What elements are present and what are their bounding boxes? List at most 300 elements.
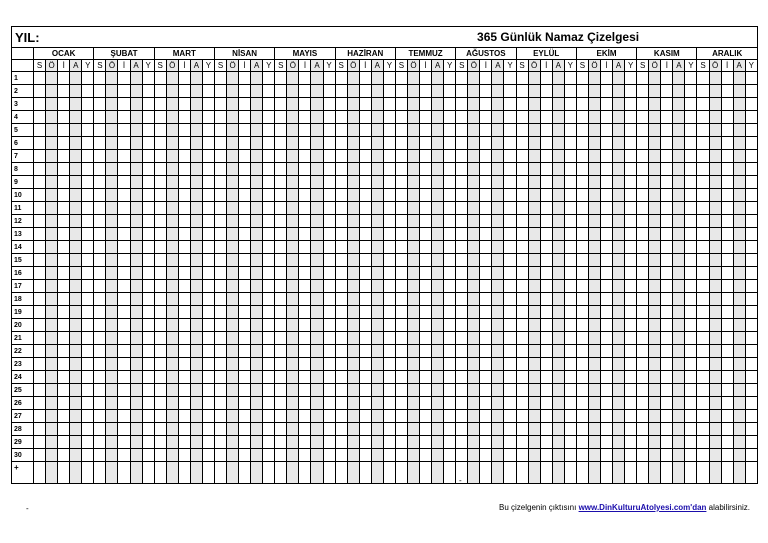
check-cell[interactable]	[733, 72, 745, 85]
check-cell[interactable]	[709, 332, 721, 345]
check-cell[interactable]	[661, 462, 673, 484]
check-cell[interactable]	[383, 410, 395, 423]
check-cell[interactable]	[456, 124, 468, 137]
check-cell[interactable]	[661, 280, 673, 293]
check-cell[interactable]	[70, 358, 82, 371]
check-cell[interactable]	[287, 254, 299, 267]
check-cell[interactable]	[468, 371, 480, 384]
check-cell[interactable]	[407, 254, 419, 267]
check-cell[interactable]	[46, 215, 58, 228]
check-cell[interactable]	[564, 228, 576, 241]
check-cell[interactable]	[420, 436, 432, 449]
check-cell[interactable]	[118, 72, 130, 85]
check-cell[interactable]	[335, 384, 347, 397]
check-cell[interactable]	[552, 124, 564, 137]
check-cell[interactable]	[661, 150, 673, 163]
check-cell[interactable]	[721, 306, 733, 319]
check-cell[interactable]	[480, 397, 492, 410]
check-cell[interactable]	[190, 176, 202, 189]
check-cell[interactable]	[275, 293, 287, 306]
check-cell[interactable]	[480, 462, 492, 484]
check-cell[interactable]	[516, 137, 528, 150]
check-cell[interactable]	[456, 293, 468, 306]
check-cell[interactable]	[625, 280, 637, 293]
check-cell[interactable]	[709, 176, 721, 189]
check-cell[interactable]	[564, 332, 576, 345]
check-cell[interactable]	[407, 137, 419, 150]
check-cell[interactable]	[202, 462, 214, 484]
check-cell[interactable]	[178, 189, 190, 202]
check-cell[interactable]	[468, 306, 480, 319]
check-cell[interactable]	[275, 228, 287, 241]
check-cell[interactable]	[480, 98, 492, 111]
check-cell[interactable]	[504, 228, 516, 241]
check-cell[interactable]	[251, 176, 263, 189]
check-cell[interactable]	[190, 85, 202, 98]
check-cell[interactable]	[263, 410, 275, 423]
check-cell[interactable]	[178, 254, 190, 267]
check-cell[interactable]	[576, 189, 588, 202]
check-cell[interactable]	[275, 384, 287, 397]
check-cell[interactable]	[625, 319, 637, 332]
check-cell[interactable]	[649, 163, 661, 176]
check-cell[interactable]	[323, 202, 335, 215]
check-cell[interactable]	[613, 436, 625, 449]
check-cell[interactable]	[82, 267, 94, 280]
check-cell[interactable]	[420, 124, 432, 137]
check-cell[interactable]	[166, 176, 178, 189]
check-cell[interactable]	[420, 98, 432, 111]
check-cell[interactable]	[468, 72, 480, 85]
check-cell[interactable]	[721, 423, 733, 436]
check-cell[interactable]	[239, 98, 251, 111]
check-cell[interactable]	[58, 98, 70, 111]
check-cell[interactable]	[371, 124, 383, 137]
check-cell[interactable]	[142, 358, 154, 371]
check-cell[interactable]	[492, 332, 504, 345]
check-cell[interactable]	[420, 111, 432, 124]
check-cell[interactable]	[540, 176, 552, 189]
check-cell[interactable]	[540, 85, 552, 98]
check-cell[interactable]	[528, 397, 540, 410]
check-cell[interactable]	[600, 267, 612, 280]
check-cell[interactable]	[347, 462, 359, 484]
check-cell[interactable]	[130, 176, 142, 189]
check-cell[interactable]	[118, 436, 130, 449]
check-cell[interactable]	[154, 319, 166, 332]
check-cell[interactable]	[685, 371, 697, 384]
check-cell[interactable]	[130, 241, 142, 254]
check-cell[interactable]	[335, 228, 347, 241]
check-cell[interactable]	[480, 358, 492, 371]
check-cell[interactable]	[263, 215, 275, 228]
check-cell[interactable]	[625, 254, 637, 267]
check-cell[interactable]	[178, 371, 190, 384]
check-cell[interactable]	[70, 98, 82, 111]
check-cell[interactable]	[588, 371, 600, 384]
check-cell[interactable]	[251, 150, 263, 163]
check-cell[interactable]	[82, 436, 94, 449]
check-cell[interactable]	[745, 436, 757, 449]
check-cell[interactable]	[227, 202, 239, 215]
check-cell[interactable]	[347, 85, 359, 98]
check-cell[interactable]	[407, 267, 419, 280]
check-cell[interactable]	[202, 254, 214, 267]
check-cell[interactable]	[432, 215, 444, 228]
check-cell[interactable]	[721, 202, 733, 215]
check-cell[interactable]	[516, 124, 528, 137]
check-cell[interactable]	[685, 345, 697, 358]
check-cell[interactable]	[130, 293, 142, 306]
check-cell[interactable]	[516, 267, 528, 280]
check-cell[interactable]	[214, 332, 226, 345]
check-cell[interactable]	[251, 163, 263, 176]
check-cell[interactable]	[142, 293, 154, 306]
check-cell[interactable]	[432, 111, 444, 124]
check-cell[interactable]	[600, 462, 612, 484]
check-cell[interactable]	[46, 72, 58, 85]
check-cell[interactable]	[335, 371, 347, 384]
check-cell[interactable]	[106, 371, 118, 384]
check-cell[interactable]	[480, 345, 492, 358]
check-cell[interactable]	[70, 124, 82, 137]
check-cell[interactable]	[649, 397, 661, 410]
check-cell[interactable]	[540, 72, 552, 85]
check-cell[interactable]	[130, 137, 142, 150]
check-cell[interactable]	[661, 137, 673, 150]
check-cell[interactable]	[239, 254, 251, 267]
check-cell[interactable]	[721, 111, 733, 124]
check-cell[interactable]	[564, 410, 576, 423]
check-cell[interactable]	[637, 189, 649, 202]
check-cell[interactable]	[299, 449, 311, 462]
check-cell[interactable]	[166, 371, 178, 384]
check-cell[interactable]	[323, 176, 335, 189]
check-cell[interactable]	[613, 397, 625, 410]
check-cell[interactable]	[46, 397, 58, 410]
check-cell[interactable]	[82, 332, 94, 345]
check-cell[interactable]	[576, 98, 588, 111]
check-cell[interactable]	[154, 397, 166, 410]
check-cell[interactable]	[504, 306, 516, 319]
check-cell[interactable]	[528, 462, 540, 484]
check-cell[interactable]	[227, 358, 239, 371]
check-cell[interactable]	[227, 124, 239, 137]
check-cell[interactable]	[420, 137, 432, 150]
check-cell[interactable]	[576, 319, 588, 332]
check-cell[interactable]	[239, 72, 251, 85]
check-cell[interactable]	[154, 358, 166, 371]
check-cell[interactable]	[94, 124, 106, 137]
check-cell[interactable]	[516, 436, 528, 449]
check-cell[interactable]	[661, 267, 673, 280]
check-cell[interactable]	[600, 423, 612, 436]
check-cell[interactable]	[347, 449, 359, 462]
check-cell[interactable]	[528, 241, 540, 254]
check-cell[interactable]	[600, 150, 612, 163]
check-cell[interactable]	[275, 449, 287, 462]
check-cell[interactable]	[323, 163, 335, 176]
check-cell[interactable]	[492, 449, 504, 462]
check-cell[interactable]	[649, 98, 661, 111]
check-cell[interactable]	[661, 410, 673, 423]
check-cell[interactable]	[407, 345, 419, 358]
check-cell[interactable]	[202, 345, 214, 358]
check-cell[interactable]	[347, 332, 359, 345]
check-cell[interactable]	[564, 319, 576, 332]
check-cell[interactable]	[709, 72, 721, 85]
check-cell[interactable]	[480, 267, 492, 280]
check-cell[interactable]	[576, 449, 588, 462]
check-cell[interactable]	[383, 163, 395, 176]
check-cell[interactable]	[347, 163, 359, 176]
check-cell[interactable]	[673, 436, 685, 449]
check-cell[interactable]	[600, 319, 612, 332]
check-cell[interactable]	[528, 449, 540, 462]
check-cell[interactable]	[34, 267, 46, 280]
check-cell[interactable]	[335, 215, 347, 228]
check-cell[interactable]	[347, 150, 359, 163]
check-cell[interactable]	[600, 85, 612, 98]
check-cell[interactable]	[456, 267, 468, 280]
check-cell[interactable]	[347, 124, 359, 137]
check-cell[interactable]	[444, 267, 456, 280]
check-cell[interactable]	[625, 306, 637, 319]
check-cell[interactable]	[576, 397, 588, 410]
check-cell[interactable]	[118, 449, 130, 462]
check-cell[interactable]	[347, 72, 359, 85]
check-cell[interactable]	[239, 137, 251, 150]
check-cell[interactable]	[673, 280, 685, 293]
check-cell[interactable]	[721, 176, 733, 189]
check-cell[interactable]	[34, 306, 46, 319]
check-cell[interactable]	[540, 241, 552, 254]
check-cell[interactable]	[142, 423, 154, 436]
check-cell[interactable]	[516, 72, 528, 85]
check-cell[interactable]	[576, 345, 588, 358]
check-cell[interactable]	[178, 358, 190, 371]
check-cell[interactable]	[540, 215, 552, 228]
check-cell[interactable]	[661, 124, 673, 137]
check-cell[interactable]	[46, 267, 58, 280]
check-cell[interactable]	[637, 98, 649, 111]
check-cell[interactable]	[480, 371, 492, 384]
check-cell[interactable]	[166, 319, 178, 332]
check-cell[interactable]	[745, 410, 757, 423]
check-cell[interactable]	[275, 163, 287, 176]
check-cell[interactable]	[540, 397, 552, 410]
check-cell[interactable]	[685, 267, 697, 280]
check-cell[interactable]	[528, 319, 540, 332]
check-cell[interactable]	[178, 332, 190, 345]
check-cell[interactable]	[504, 241, 516, 254]
check-cell[interactable]	[637, 306, 649, 319]
check-cell[interactable]	[588, 241, 600, 254]
check-cell[interactable]	[130, 306, 142, 319]
check-cell[interactable]	[552, 358, 564, 371]
check-cell[interactable]	[492, 423, 504, 436]
check-cell[interactable]	[70, 462, 82, 484]
check-cell[interactable]	[745, 293, 757, 306]
check-cell[interactable]	[251, 228, 263, 241]
check-cell[interactable]	[661, 215, 673, 228]
check-cell[interactable]	[613, 111, 625, 124]
check-cell[interactable]	[492, 384, 504, 397]
check-cell[interactable]	[106, 85, 118, 98]
check-cell[interactable]	[130, 436, 142, 449]
check-cell[interactable]	[58, 228, 70, 241]
check-cell[interactable]	[142, 111, 154, 124]
check-cell[interactable]	[697, 98, 709, 111]
check-cell[interactable]	[661, 176, 673, 189]
check-cell[interactable]	[613, 384, 625, 397]
check-cell[interactable]	[142, 397, 154, 410]
check-cell[interactable]	[637, 111, 649, 124]
check-cell[interactable]	[456, 371, 468, 384]
check-cell[interactable]	[564, 98, 576, 111]
check-cell[interactable]	[588, 137, 600, 150]
check-cell[interactable]	[528, 410, 540, 423]
check-cell[interactable]	[528, 163, 540, 176]
check-cell[interactable]	[528, 358, 540, 371]
check-cell[interactable]	[299, 228, 311, 241]
check-cell[interactable]	[576, 280, 588, 293]
check-cell[interactable]	[721, 228, 733, 241]
check-cell[interactable]	[190, 384, 202, 397]
check-cell[interactable]	[540, 202, 552, 215]
check-cell[interactable]	[214, 449, 226, 462]
check-cell[interactable]	[371, 215, 383, 228]
check-cell[interactable]	[214, 280, 226, 293]
check-cell[interactable]	[82, 189, 94, 202]
check-cell[interactable]	[154, 449, 166, 462]
check-cell[interactable]	[118, 137, 130, 150]
check-cell[interactable]	[613, 215, 625, 228]
check-cell[interactable]	[347, 306, 359, 319]
check-cell[interactable]	[58, 150, 70, 163]
check-cell[interactable]	[359, 280, 371, 293]
check-cell[interactable]	[552, 111, 564, 124]
check-cell[interactable]	[733, 267, 745, 280]
check-cell[interactable]	[202, 371, 214, 384]
check-cell[interactable]	[540, 254, 552, 267]
check-cell[interactable]	[661, 202, 673, 215]
check-cell[interactable]	[70, 423, 82, 436]
check-cell[interactable]	[251, 462, 263, 484]
check-cell[interactable]	[178, 241, 190, 254]
check-cell[interactable]	[214, 319, 226, 332]
check-cell[interactable]	[214, 267, 226, 280]
check-cell[interactable]	[745, 189, 757, 202]
check-cell[interactable]	[94, 384, 106, 397]
check-cell[interactable]	[420, 228, 432, 241]
check-cell[interactable]	[251, 293, 263, 306]
check-cell[interactable]	[432, 72, 444, 85]
check-cell[interactable]	[299, 306, 311, 319]
check-cell[interactable]	[673, 423, 685, 436]
check-cell[interactable]	[383, 384, 395, 397]
check-cell[interactable]	[492, 176, 504, 189]
check-cell[interactable]	[709, 98, 721, 111]
check-cell[interactable]	[190, 423, 202, 436]
check-cell[interactable]	[190, 163, 202, 176]
check-cell[interactable]	[685, 85, 697, 98]
check-cell[interactable]	[661, 228, 673, 241]
check-cell[interactable]	[649, 293, 661, 306]
check-cell[interactable]	[178, 150, 190, 163]
check-cell[interactable]	[58, 267, 70, 280]
check-cell[interactable]	[576, 72, 588, 85]
check-cell[interactable]	[263, 163, 275, 176]
check-cell[interactable]	[383, 228, 395, 241]
check-cell[interactable]	[456, 163, 468, 176]
check-cell[interactable]	[625, 397, 637, 410]
check-cell[interactable]	[552, 436, 564, 449]
check-cell[interactable]	[528, 254, 540, 267]
check-cell[interactable]	[202, 137, 214, 150]
check-cell[interactable]	[600, 137, 612, 150]
check-cell[interactable]	[142, 410, 154, 423]
check-cell[interactable]	[371, 293, 383, 306]
check-cell[interactable]	[383, 189, 395, 202]
check-cell[interactable]	[359, 332, 371, 345]
check-cell[interactable]	[311, 189, 323, 202]
check-cell[interactable]	[82, 397, 94, 410]
check-cell[interactable]	[613, 85, 625, 98]
check-cell[interactable]	[552, 176, 564, 189]
check-cell[interactable]	[432, 241, 444, 254]
check-cell[interactable]	[649, 410, 661, 423]
check-cell[interactable]	[492, 150, 504, 163]
check-cell[interactable]	[34, 72, 46, 85]
check-cell[interactable]	[323, 462, 335, 484]
check-cell[interactable]	[383, 345, 395, 358]
check-cell[interactable]	[504, 397, 516, 410]
check-cell[interactable]	[697, 228, 709, 241]
check-cell[interactable]	[709, 462, 721, 484]
check-cell[interactable]	[335, 202, 347, 215]
check-cell[interactable]	[709, 410, 721, 423]
check-cell[interactable]	[227, 189, 239, 202]
check-cell[interactable]	[661, 384, 673, 397]
check-cell[interactable]	[94, 332, 106, 345]
check-cell[interactable]	[613, 163, 625, 176]
check-cell[interactable]	[287, 410, 299, 423]
check-cell[interactable]	[528, 111, 540, 124]
check-cell[interactable]	[516, 228, 528, 241]
check-cell[interactable]	[444, 124, 456, 137]
check-cell[interactable]	[166, 423, 178, 436]
check-cell[interactable]	[540, 228, 552, 241]
check-cell[interactable]	[335, 85, 347, 98]
check-cell[interactable]	[516, 111, 528, 124]
check-cell[interactable]	[383, 462, 395, 484]
check-cell[interactable]	[552, 137, 564, 150]
check-cell[interactable]	[637, 358, 649, 371]
check-cell[interactable]	[239, 462, 251, 484]
check-cell[interactable]	[420, 72, 432, 85]
check-cell[interactable]	[685, 111, 697, 124]
check-cell[interactable]	[166, 462, 178, 484]
check-cell[interactable]	[94, 449, 106, 462]
check-cell[interactable]	[673, 410, 685, 423]
check-cell[interactable]	[311, 397, 323, 410]
check-cell[interactable]	[383, 267, 395, 280]
check-cell[interactable]	[130, 111, 142, 124]
check-cell[interactable]	[299, 241, 311, 254]
check-cell[interactable]	[588, 319, 600, 332]
check-cell[interactable]	[34, 137, 46, 150]
